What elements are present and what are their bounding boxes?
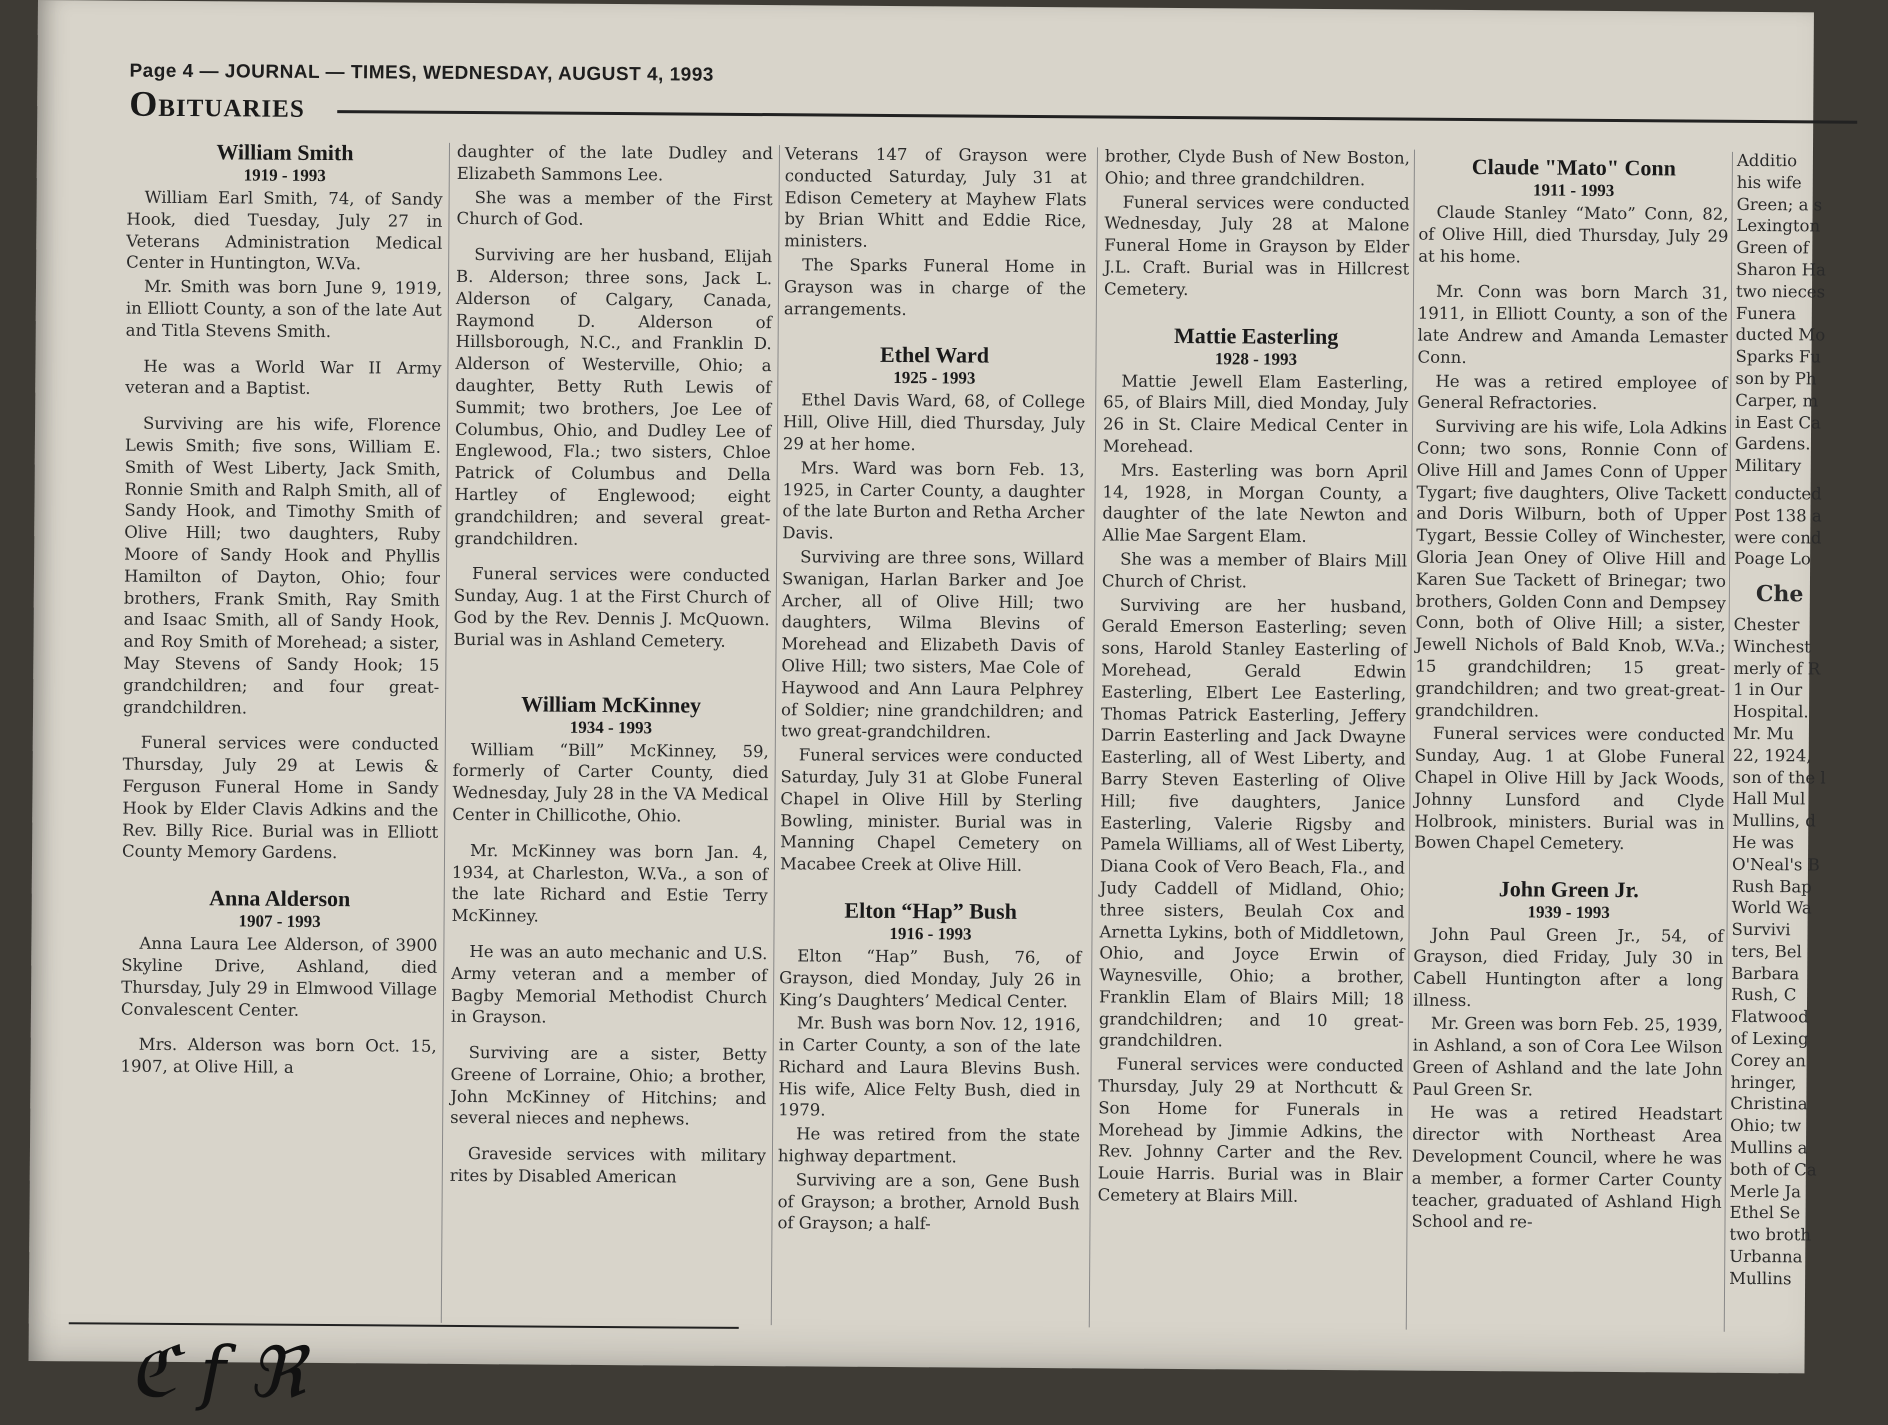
obituary-paragraph: The Sparks Funeral Home in Grayson was in charge of the arrangements. bbox=[783, 255, 1087, 319]
obituary-paragraph: He was a retired employee of General Refractories. bbox=[1417, 371, 1728, 414]
obituary-dates: 1934 - 1993 bbox=[569, 717, 653, 737]
obituary-paragraph: She was a member of the First Church of God. bbox=[456, 187, 773, 230]
fragment-line: merly of R bbox=[1733, 658, 1821, 678]
fragment-line: Ohio; tw bbox=[1730, 1116, 1802, 1136]
obituary-paragraph: Mr. Smith was born June 9, 1919, in Elliott County, a son of the late Aut and Titla Stevens Smith. bbox=[125, 276, 443, 341]
obituary-dates: 1911 - 1993 bbox=[1533, 180, 1615, 201]
fragment-line: 22, 1924, bbox=[1732, 745, 1812, 766]
obituary-paragraph: Mrs. Alderson was born Oct. 15, 1907, at Olive Hill, a bbox=[120, 1035, 437, 1077]
fragment-line: Additio bbox=[1736, 150, 1798, 171]
fragment-line: Christina bbox=[1730, 1094, 1808, 1114]
fragment-line: Sharon Ha bbox=[1736, 259, 1826, 280]
obituary-paragraph: John Paul Green Jr., 54, of Grayson, died Friday, July 30 in Cabell Huntington after a long illness. bbox=[1412, 924, 1724, 1010]
obituary-paragraph: Surviving are his wife, Florence Lewis Smith; five sons, William E. Smith of West Liberty, Jack Smith, Ronnie Smith and Ralph Smith, all of Sandy Hook, and Timothy Smith of Olive Hill; two daughters, Ruby Moore of Sandy Hook and Phyllis Hamilton of Dayton, Ohio; four brothers, Frank Smith, Ray Smith and Isaac Smith, all of Sandy Hook, and Roy Smith of Morehead; a sister, May Stevens of Sandy Hook; 15 grandchildren; and four great-grandchildren. bbox=[123, 413, 442, 718]
fragment-line: both of Ca bbox=[1729, 1159, 1817, 1180]
obituary-paragraph: Claude Stanley “Mato” Conn, 82, of Olive Hill, died Thursday, July 29 at his home. bbox=[1418, 202, 1729, 266]
fragment-line: Green; a s bbox=[1736, 194, 1823, 215]
obituary-elton-bush bbox=[777, 897, 1081, 1236]
obituary-paragraph: Funeral services were conducted Wednesday, July 28 at Malone Funeral Home in Grayson by Elder J.L. Craft. Burial was in Hillcrest Cemetery. bbox=[1103, 192, 1410, 299]
obituary-name: Ethel Ward bbox=[879, 342, 990, 369]
fragment-line: Hall Mul bbox=[1732, 789, 1806, 809]
obituary-name: Claude "Mato" Conn bbox=[1471, 154, 1677, 181]
fragment-line: O'Neal's B bbox=[1731, 854, 1820, 875]
obituary-claude-conn bbox=[1414, 154, 1729, 856]
obituary-dates: 1919 - 1993 bbox=[243, 165, 326, 186]
fragment-line: ducted Mo bbox=[1735, 325, 1826, 345]
obituary-paragraph: Mr. McKinney was born Jan. 4, 1934, at Charleston, W.Va., a son of the late Richard and Estie Terry McKinney. bbox=[451, 840, 769, 926]
obituary-paragraph: Mrs. Easterling was born April 14, 1928, in Morgan County, a daughter of the late Newton and Allie Mae Sargent Elam. bbox=[1102, 460, 1408, 547]
fragment-line: Post 138 a bbox=[1734, 505, 1822, 526]
column-divider bbox=[441, 143, 450, 1323]
obituary-mattie-easterling bbox=[1098, 322, 1409, 1208]
obituary-paragraph: Surviving are her husband, Elijah B. Alderson; three sons, Jack L. Alderson of Calgary, Canada, Raymond D. Alderson of Hillsborough, N.C., and Franklin D. Alderson of Westerville, Ohio; a daughter, Betty Ruth Lewis of Summit; two brothers, Joe Lee of Columbus, Ohio, and Dudley Lee of Englewood, Fla.; two sisters, Chloe Patrick of Columbus and Della Hartley of Englewood; eight grandchildren; and several great-grandchildren. bbox=[454, 245, 773, 549]
obituary-paragraph: Graveside services with military rites by Disabled American bbox=[449, 1144, 767, 1187]
obituary-name: Anna Alderson bbox=[209, 885, 351, 912]
column-4 bbox=[1097, 145, 1410, 1357]
fragment-line: Flatwood bbox=[1730, 1007, 1809, 1027]
page-header: Page 4 — JOURNAL — TIMES, WEDNESDAY, AUGUST 4, 1993 bbox=[129, 60, 714, 86]
obituary-william-mckinney bbox=[450, 690, 769, 1189]
fragment-line: Mullins a bbox=[1729, 1137, 1808, 1158]
obituary-paragraph: Anna Laura Lee Alderson, of 3900 Skyline Drive, Ashland, died Thursday, July 29 in Elmwood Village Convalescent Center. bbox=[120, 933, 438, 1020]
fragment-line: Mullins bbox=[1729, 1268, 1792, 1289]
fragment-line: son by Ph bbox=[1735, 368, 1817, 389]
fragment-line: Hospital. bbox=[1733, 701, 1809, 722]
fragment-line: Corey an bbox=[1730, 1050, 1806, 1071]
fragment-line: son of the l bbox=[1732, 767, 1826, 788]
obituary-name: John Green Jr. bbox=[1498, 876, 1639, 903]
obituary-paragraph: Mr. Green was born Feb. 25, 1939, in Ashland, a son of Cora Lee Wilson Green of Ashland and the late John Paul Green Sr. bbox=[1412, 1014, 1723, 1100]
obituary-paragraph: William “Bill” McKinney, 59, formerly of Carter County, died Wednesday, July 28 in the VA Medical Center in Chillicothe, Ohio. bbox=[452, 739, 769, 826]
obituary-paragraph: He was a retired Headstart director with Northeast Area Development Council, where he was a member, a former Carter County teacher, graduated of Ashland High School and re- bbox=[1411, 1103, 1723, 1232]
obituary-name: Mattie Easterling bbox=[1173, 322, 1339, 349]
obituary-name: William McKinney bbox=[521, 690, 702, 718]
fragment-line: Merle Ja bbox=[1729, 1181, 1802, 1201]
fragment-line: Winchest bbox=[1733, 636, 1811, 657]
column-2 bbox=[449, 141, 773, 1353]
fragment-line: Chester bbox=[1733, 614, 1800, 635]
obituary-paragraph: Funeral services were conducted Sunday, Aug. 1 at Globe Funeral Chapel in Olive Hill by Jack Woods, Johnny Lunsford and Clyde Holbrook, ministers. Burial was in Bowen Chapel Cemetery. bbox=[1414, 724, 1725, 854]
fragment-line: two nieces bbox=[1735, 281, 1826, 302]
fragment-line: were cond bbox=[1734, 527, 1822, 548]
fragment-line: conducted bbox=[1734, 483, 1822, 504]
obituary-ethel-ward bbox=[780, 342, 1086, 878]
fragment-line: Sparks Fu bbox=[1735, 347, 1822, 367]
obituary-name: William Smith bbox=[216, 139, 354, 166]
newspaper-page bbox=[28, 0, 1826, 1414]
obituary-paragraph: Funeral services were conducted Thursday, July 29 at Northcutt & Son Home for Funerals in Morehead by Jimmie Adkins, the Rev. Johnny Carter and the Rev. Louie Harris. Burial was in Blair Cemetery at Blairs Mill. bbox=[1097, 1054, 1404, 1206]
obituary-paragraph: brother, Clyde Bush of New Boston, Ohio; and three grandchildren. bbox=[1104, 146, 1410, 190]
fragment-line: Green of bbox=[1736, 238, 1809, 258]
fragment-line: Ethel Se bbox=[1729, 1203, 1801, 1223]
obituary-dates: 1928 - 1993 bbox=[1214, 348, 1298, 369]
column-3 bbox=[777, 143, 1087, 1355]
fragment-line: in East Ca bbox=[1735, 412, 1822, 433]
fragment-line: Survivi bbox=[1731, 919, 1791, 940]
obituary-paragraph: He was a World War II Army veteran and a Baptist. bbox=[125, 356, 442, 399]
obituary-paragraph: Mattie Jewell Elam Easterling, 65, of Blairs Mill, died Monday, July 26 in St. Claire Medical Center in Morehead. bbox=[1102, 371, 1409, 457]
obituary-dates: 1925 - 1993 bbox=[893, 368, 976, 388]
column-1 bbox=[119, 139, 443, 1351]
fragment-line: Urbanna bbox=[1729, 1246, 1803, 1267]
decorative-script-glyphs: ℭ f ℜ bbox=[128, 1330, 306, 1414]
obituary-paragraph: Funeral services were conducted Thursday, July 29 at Lewis & Ferguson Funeral Home in Sandy Hook by Elder Clavis Adkins and the Rev. Billy Rice. Burial was in Elliott County Memory Gardens. bbox=[121, 733, 439, 863]
obituary-paragraph: Surviving are a son, Gene Bush of Grayson; a brother, Arnold Bush of Grayson; a half- bbox=[777, 1170, 1080, 1234]
fragment-line: Military bbox=[1734, 456, 1802, 476]
obituary-paragraph: She was a member of Blairs Mill Church of Christ. bbox=[1101, 549, 1408, 592]
obituary-paragraph: Funeral services were conducted Saturday, July 31 at Globe Funeral Chapel in Olive Hill by Sterling Bowling, minister. Burial was in Manning Chapel Cemetery on Macabee Creek at Olive Hill. bbox=[779, 745, 1083, 875]
fragment-heading: Che bbox=[1755, 581, 1804, 608]
fragment-line: Poage Lo bbox=[1734, 549, 1811, 569]
obituary-paragraph: Funeral services were conducted Sunday, Aug. 1 at the First Church of God by the Rev. Dennis J. McQuown. Burial was in Ashland Cemetery. bbox=[453, 564, 771, 651]
obituary-paragraph: Mr. Bush was born Nov. 12, 1916, in Carter County, a son of the late Richard and Laura Blevins Bush. His wife, Alice Felty Bush, died in 1979. bbox=[778, 1013, 1081, 1121]
obituary-paragraph: William Earl Smith, 74, of Sandy Hook, died Tuesday, July 27 in Veterans Administration Medical Center in Huntington, W.Va. bbox=[126, 187, 443, 274]
obituary-paragraph: Surviving are a sister, Betty Greene of Lorraine, Ohio; a brother, John McKinney of Hitchins; and several nieces and nephews. bbox=[450, 1043, 767, 1130]
obituary-dates: 1939 - 1993 bbox=[1527, 902, 1610, 923]
obituary-paragraph: He was retired from the state highway department. bbox=[777, 1124, 1081, 1167]
fragment-line: He was bbox=[1732, 832, 1795, 853]
fragment-line: of Lexing bbox=[1730, 1028, 1809, 1049]
section-title: Obituaries bbox=[129, 83, 305, 125]
obituary-paragraph: Mrs. Ward was born Feb. 13, 1925, in Carter County, a daughter of the late Burton and Retha Archer Davis. bbox=[782, 458, 1085, 543]
fragment-line: World Wa bbox=[1731, 898, 1812, 918]
fragment-line: ters, Bel bbox=[1731, 941, 1802, 962]
obituary-paragraph: He was an auto mechanic and U.S. Army veteran and a member of Bagby Memorial Methodist Church in Grayson. bbox=[450, 941, 768, 1027]
obituary-dates: 1916 - 1993 bbox=[889, 923, 972, 944]
fragment-line: Gardens. bbox=[1734, 434, 1811, 454]
fragment-line: Mullins, d bbox=[1732, 810, 1816, 831]
fragment-line: Rush, C bbox=[1731, 985, 1797, 1005]
obituary-paragraph: Surviving are his wife, Lola Adkins Conn; two sons, Ronnie Conn of Olive Hill and James Conn of Upper Tygart; five daughters, Olive Tackett and Doris Wilburn, both of Upper Tygart, Bessie Colley of Winchester, Gloria Jean Oney of Olive Hill and Karen Sue Tackett of Brinegar; two brothers, Golden Conn and Dempsey Conn, both of Olive Hill; a sister, Jewell Nichols of Bald Knob, W.Va.; 15 grandchildren; 15 great-grandchildren; and two great-great-grandchildren. bbox=[1415, 416, 1728, 721]
header-rule bbox=[337, 110, 1857, 124]
column-6-cropped bbox=[1729, 150, 1887, 1361]
obituary-paragraph: Surviving are her husband, Gerald Emerson Easterling; seven sons, Harold Stanley Easterling of Morehead, Gerald Edwin Easterling, Elbert Lee Easterling, Thomas Patrick Easterling, Jeffery Darrin Easterling and Jack Dwayne Easterling, all of West Liberty, and Barry Steven Easterling of Olive Hill; five daughters, Janice Easterling, Valerie Rigsby and Pamela Williams, all of West Liberty, Diana Cook of Vero Beach, Fla., and Judy Caddell of Midland, Ohio; three sisters, Beulah Cox and Arnetta Lykins, both of Middletown, Ohio, and Joyce Erwin of Waynesville, Ohio; a brother, Franklin Elam of Blairs Mill; 18 grandchildren; and 10 great-grandchildren. bbox=[1098, 595, 1407, 1051]
fragment-line: Barbara bbox=[1731, 963, 1800, 984]
obituary-john-green bbox=[1411, 876, 1723, 1235]
fragment-line: two broth bbox=[1729, 1225, 1812, 1245]
obituary-paragraph: Mr. Conn was born March 31, 1911, in Elliott County, a son of the late Andrew and Amanda Lemaster Conn. bbox=[1417, 282, 1729, 367]
obituary-paragraph: daughter of the late Dudley and Elizabeth Sammons Lee. bbox=[456, 141, 774, 185]
fragment-line: Funera bbox=[1735, 303, 1797, 323]
obituary-william-smith bbox=[122, 139, 443, 865]
obituary-paragraph: Veterans 147 of Grayson were conducted Saturday, July 31 at Edison Cemetery at Mayhew Flats by Brian Whitt and Eddie Rice, ministers. bbox=[784, 144, 1088, 251]
obituary-paragraph: Surviving are three sons, Willard Swanigan, Harlan Barker and Joe Archer, all of Olive Hill; two daughters, Wilma Blevins of Morehead and Elizabeth Davis of Olive Hill; two sisters, Mae Cole of Haywood and Ann Laura Pelphrey of Soldier; nine grandchildren; and two great-grandchildren. bbox=[780, 547, 1085, 742]
obituary-paragraph: Elton “Hap” Bush, 76, of Grayson, died Monday, July 26 in King’s Daughters’ Medical Center. bbox=[778, 946, 1082, 1011]
obituary-anna-alderson bbox=[120, 885, 437, 1080]
fragment-line: his wife bbox=[1736, 172, 1802, 193]
column-divider bbox=[1089, 147, 1098, 1327]
obituary-dates: 1907 - 1993 bbox=[238, 911, 321, 932]
fragment-line: Carper, m bbox=[1735, 390, 1819, 411]
obituary-name: Elton “Hap” Bush bbox=[844, 897, 1017, 924]
fragment-line: 1 in Our bbox=[1733, 680, 1803, 700]
fragment-line: hringer, bbox=[1730, 1072, 1797, 1092]
fragment-line: Mr. Mu bbox=[1732, 723, 1794, 744]
fragment-line: Rush Bap bbox=[1731, 876, 1812, 896]
column-5 bbox=[1411, 148, 1729, 1360]
obituary-paragraph: Ethel Davis Ward, 68, of College Hill, Olive Hill, died Thursday, July 29 at her home. bbox=[782, 390, 1086, 455]
fragment-line: Lexington bbox=[1736, 216, 1821, 236]
